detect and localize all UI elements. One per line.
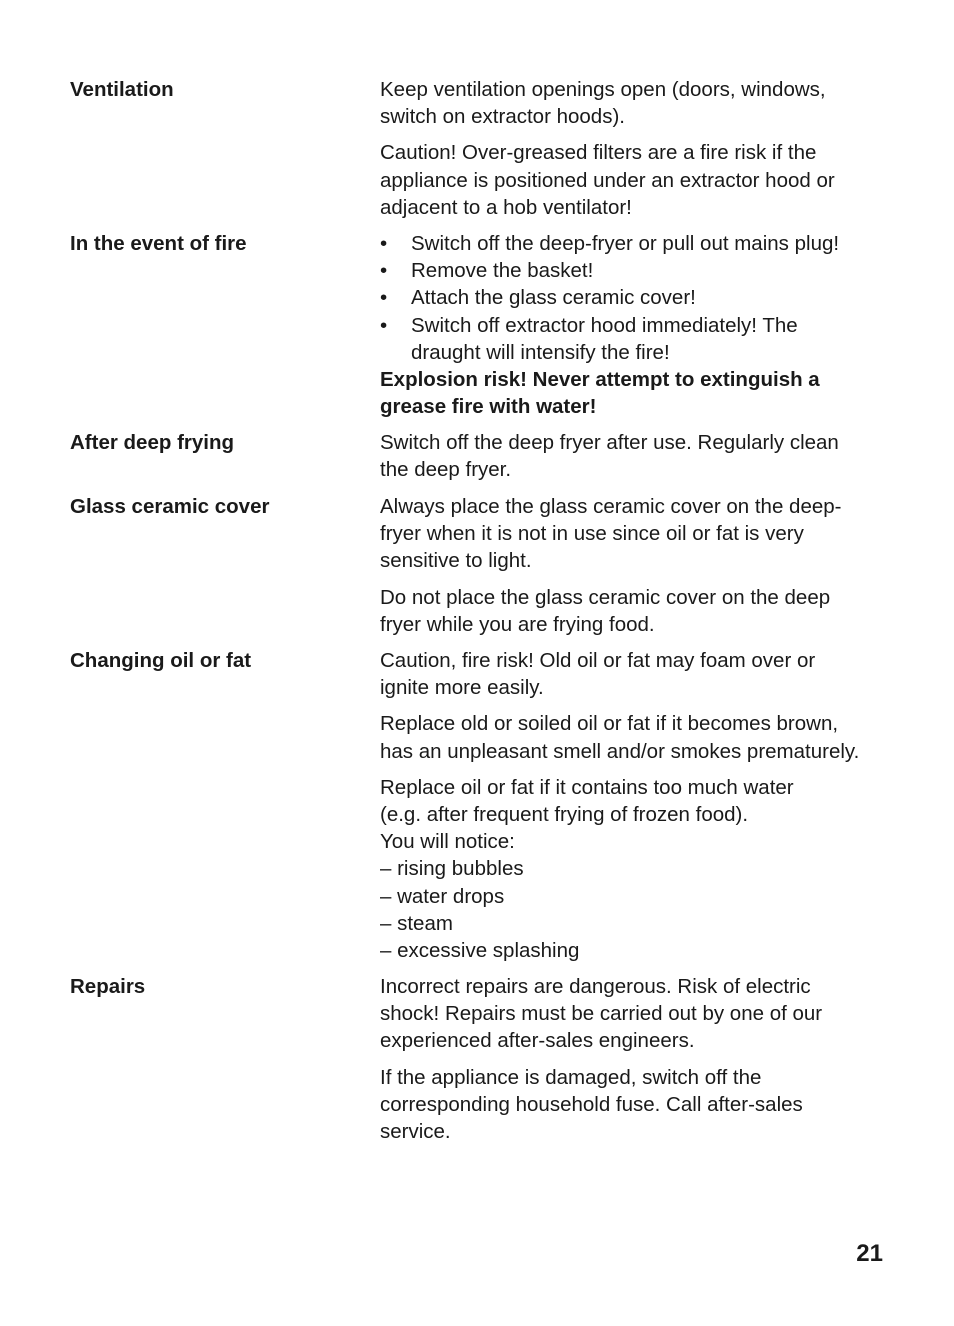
text-line: switch on extractor hoods).	[380, 105, 625, 129]
text-line: ignite more easily.	[380, 676, 544, 700]
explosion-warning	[380, 366, 890, 420]
text-line: the deep fryer.	[380, 458, 512, 482]
section-content	[380, 493, 890, 647]
text-line: If the appliance is damaged, switch off the	[380, 1065, 762, 1089]
text-line: Switch off the deep fryer after use. Regularly clean	[380, 431, 839, 454]
section-content	[380, 973, 890, 1154]
paragraph	[380, 139, 890, 221]
text-line: grease fire with water!	[380, 395, 597, 419]
section-label: Changing oil or fat	[70, 649, 252, 672]
text-line: shock! Repairs must be carried out by one of our	[380, 1002, 823, 1026]
bullet-icon: •	[380, 313, 388, 337]
text-line: fryer when it is not in use since oil or fat is very	[380, 522, 804, 546]
text-line: Explosion risk! Never attempt to extinguish a	[380, 368, 820, 392]
text-line: experienced after-sales engineers.	[380, 1029, 695, 1053]
paragraph	[380, 973, 890, 1055]
page-number: 21	[856, 1240, 883, 1267]
section-label: Ventilation	[70, 78, 174, 101]
text-line: Always place the glass ceramic cover on the deep-	[380, 495, 842, 518]
bullet-icon: •	[380, 259, 388, 283]
text-line: draught will intensify the fire!	[411, 340, 670, 364]
dash-item: – rising bubbles	[380, 857, 524, 881]
paragraph	[380, 76, 890, 130]
text-line: adjacent to a hob ventilator!	[380, 195, 632, 219]
text-line: has an unpleasant smell and/or smokes prematurely.	[380, 739, 860, 763]
text-line: Attach the glass ceramic cover!	[411, 286, 696, 310]
text-line: Switch off the deep-fryer or pull out mains plug!	[411, 232, 840, 255]
text-line: Do not place the glass ceramic cover on the deep	[380, 585, 831, 609]
paragraph	[380, 1064, 890, 1146]
section-label: Glass ceramic cover	[70, 495, 270, 518]
section-label: In the event of fire	[70, 232, 247, 255]
text-line: (e.g. after frequent frying of frozen food).	[380, 803, 749, 827]
text-line: Remove the basket!	[411, 259, 594, 283]
text-line: Keep ventilation openings open (doors, windows,	[380, 78, 826, 101]
dash-item: – steam	[380, 911, 453, 935]
text-line: Replace old or soiled oil or fat if it becomes brown,	[380, 712, 839, 736]
paragraph	[380, 493, 890, 575]
list-item	[380, 312, 890, 366]
bullet-icon: •	[380, 232, 388, 255]
text-line: Incorrect repairs are dangerous. Risk of electric	[380, 975, 811, 998]
dash-item: – water drops	[380, 884, 505, 908]
bullet-icon: •	[380, 286, 388, 310]
section-label: After deep frying	[70, 431, 235, 454]
paragraph	[380, 710, 890, 764]
text-line: sensitive to light.	[380, 549, 532, 573]
text-line: service.	[380, 1120, 451, 1144]
paragraph	[380, 774, 890, 964]
dash-item: – excessive splashing	[380, 939, 580, 963]
list-item	[380, 284, 890, 311]
text-line: You will notice:	[380, 830, 515, 854]
text-line: Caution, fire risk! Old oil or fat may foam over or	[380, 649, 816, 672]
text-line: corresponding household fuse. Call after-sales	[380, 1092, 803, 1116]
text-line: Caution! Over-greased filters are a fire risk if the	[380, 141, 817, 165]
text-line: appliance is positioned under an extractor hood or	[380, 168, 835, 192]
paragraph	[380, 584, 890, 638]
text-line: Replace oil or fat if it contains too much water	[380, 775, 794, 799]
bullet-list	[380, 230, 890, 366]
section-label: Repairs	[70, 975, 146, 998]
section-content	[380, 647, 890, 973]
text-line: Switch off extractor hood immediately! The	[411, 313, 798, 337]
section-content	[380, 429, 890, 492]
list-item	[380, 257, 890, 284]
paragraph	[380, 429, 890, 483]
section-content	[380, 76, 890, 230]
section-content	[380, 230, 890, 429]
text-line: fryer while you are frying food.	[380, 612, 655, 636]
paragraph	[380, 647, 890, 701]
list-item	[380, 230, 890, 257]
